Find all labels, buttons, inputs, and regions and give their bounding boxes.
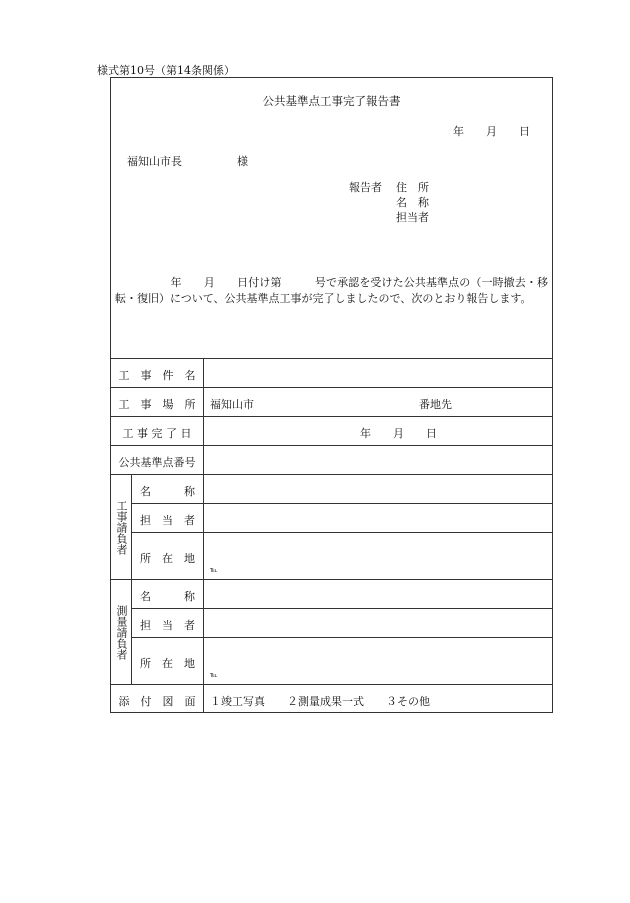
reporter-label: 報告者 — [349, 181, 382, 194]
contractor-group-label: 工事請負者 — [115, 499, 128, 555]
survey-tel-label: ℡ — [210, 671, 218, 679]
survey-person-label: 担 当 者 — [140, 619, 195, 632]
contractor-name-field[interactable] — [207, 476, 549, 502]
contractor-location-label: 所 在 地 — [140, 552, 195, 565]
contractor-name-label: 名 称 — [140, 485, 195, 498]
survey-name-field[interactable] — [207, 581, 549, 607]
divider — [131, 503, 552, 504]
divider — [111, 387, 552, 388]
completion-date-label: 工 事 完 了 日 — [122, 427, 192, 440]
divider — [131, 608, 552, 609]
divider — [111, 684, 552, 685]
survey-name-label: 名 称 — [140, 590, 195, 603]
divider — [203, 358, 204, 713]
divider — [111, 416, 552, 417]
survey-location-field[interactable] — [207, 639, 549, 669]
addressee: 福知山市長 様 — [127, 155, 248, 168]
work-name-label: 工 事 件 名 — [118, 369, 196, 382]
divider — [111, 358, 552, 359]
attachments-list[interactable]: １竣工写真 ２測量成果一式 ３その他 — [210, 695, 430, 708]
reporter-name-label[interactable]: 名 称 — [396, 196, 429, 209]
reporter-address-label[interactable]: 住 所 — [396, 181, 429, 194]
work-name-field[interactable] — [207, 360, 549, 386]
point-number-field[interactable] — [207, 447, 549, 473]
contractor-person-label: 担 当 者 — [140, 514, 195, 527]
divider — [131, 474, 132, 684]
survey-group-label: 測量請負者 — [115, 604, 128, 660]
form-title: 公共基準点工事完了報告書 — [262, 94, 401, 108]
survey-location-label: 所 在 地 — [140, 657, 195, 670]
divider — [131, 637, 552, 638]
work-site-lot[interactable]: 番地先 — [419, 398, 452, 411]
contractor-person-field[interactable] — [207, 505, 549, 531]
contractor-location-field[interactable] — [207, 534, 549, 564]
report-date[interactable]: 年 月 日 — [453, 125, 530, 138]
completion-date-field[interactable]: 年 月 日 — [360, 427, 437, 440]
contractor-tel-label: ℡ — [210, 566, 218, 574]
report-body-text: 年 月 日付け第 号で承認を受けた公共基準点の（一時撤去・移転・復旧）について、公共基準点工事が完了しましたので、次のとおり報告します。 — [115, 276, 548, 305]
divider — [111, 445, 552, 446]
attachments-label: 添 付 図 面 — [118, 695, 196, 708]
work-site-city[interactable]: 福知山市 — [210, 398, 254, 411]
divider — [111, 579, 552, 580]
survey-person-field[interactable] — [207, 610, 549, 636]
divider — [111, 474, 552, 475]
work-site-label: 工 事 場 所 — [118, 398, 196, 411]
reporter-person-label[interactable]: 担当者 — [396, 211, 429, 224]
point-number-label: 公共基準点番号 — [118, 456, 196, 469]
form-number-label: 様式第10号（第14条関係） — [97, 64, 235, 77]
report-form — [110, 77, 553, 713]
divider — [131, 532, 552, 533]
